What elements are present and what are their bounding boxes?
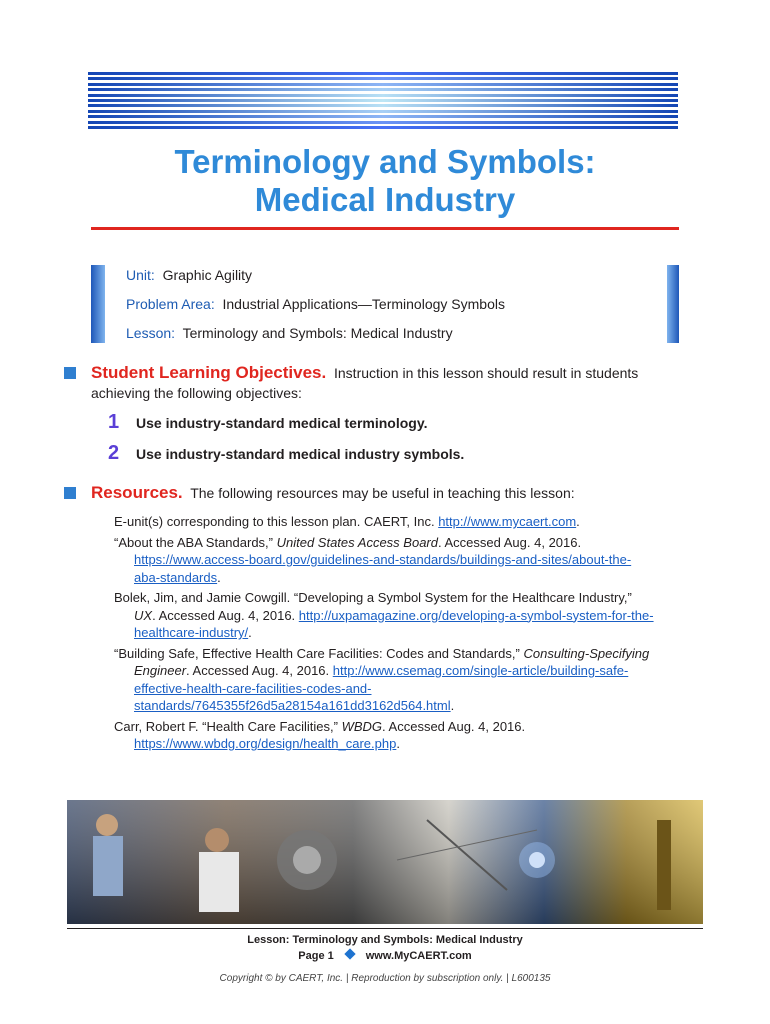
objective-number: 1 <box>108 411 120 433</box>
resource-item <box>114 513 654 531</box>
lesson-row <box>126 324 453 342</box>
header-stripe <box>88 110 678 113</box>
resource-punct: . <box>576 514 580 529</box>
footer-page-row <box>0 950 770 962</box>
header-stripe <box>88 115 678 118</box>
resource-item <box>114 645 654 715</box>
resource-list <box>114 513 654 756</box>
resource-link[interactable]: http://uxpamagazine.org/developing-a-symbol-system-for-the-healthcare-industry/ <box>134 607 654 640</box>
header-stripe <box>88 121 678 124</box>
objectives-intro: Instruction in this lesson should result in students <box>334 365 639 381</box>
problem-area-label: Problem Area: <box>126 296 215 312</box>
resource-link[interactable]: https://www.access-board.gov/guidelines-and-standards/buildings-and-sites/about-the-aba-standards <box>134 552 632 585</box>
resource-link[interactable]: https://www.wbdg.org/design/health_care.php <box>134 736 397 751</box>
page-title <box>0 143 770 219</box>
objectives-intro-2: achieving the following objectives: <box>91 385 302 401</box>
header-stripe <box>88 99 678 102</box>
resource-publication: WBDG <box>341 718 383 734</box>
objective-number: 2 <box>108 442 120 464</box>
header-stripe <box>88 72 678 75</box>
resource-link[interactable]: http://www.mycaert.com <box>438 514 577 529</box>
footer-divider <box>67 928 703 929</box>
resources-intro: The following resources may be useful in teaching this lesson: <box>190 485 575 501</box>
objective-text: Use industry-standard medical terminology. <box>136 415 428 431</box>
resource-item <box>114 534 654 587</box>
objectives-heading: Student Learning Objectives. <box>91 363 327 382</box>
header-stripe <box>88 83 678 86</box>
objectives-heading-row <box>91 363 638 383</box>
header-stripe <box>88 88 678 91</box>
resource-publication: UX <box>134 607 153 623</box>
resources-bullet-icon <box>64 487 76 499</box>
objective-item <box>108 442 464 465</box>
resource-accessed: . Accessed Aug. 4, 2016. <box>152 607 299 623</box>
resources-heading-row <box>91 483 575 503</box>
resource-citation: “Building Safe, Effective Health Care Facilities: Codes and Standards,” <box>114 645 524 661</box>
resource-punct: . <box>450 698 455 713</box>
title-line-1: Terminology and Symbols: <box>174 143 596 180</box>
lesson-label: Lesson: <box>126 325 176 341</box>
resource-citation: “About the ABA Standards,” <box>114 534 277 550</box>
resource-citation: Bolek, Jim, and Jamie Cowgill. “Developing a Symbol System for the Healthcare Industry,” <box>114 590 632 605</box>
resource-accessed: . Accessed Aug. 4, 2016. <box>438 534 582 550</box>
unit-label: Unit: <box>126 267 155 283</box>
footer-copyright: Copyright © by CAERT, Inc. | Reproduction by subscription only. | L600135 <box>219 973 551 984</box>
problem-area-row <box>126 295 505 313</box>
footer-lesson: Lesson: Terminology and Symbols: Medical Industry <box>247 934 523 946</box>
header-stripe <box>88 126 678 129</box>
resource-accessed: . Accessed Aug. 4, 2016. <box>186 663 333 678</box>
header-stripe <box>88 94 678 97</box>
resource-accessed: . Accessed Aug. 4, 2016. <box>382 718 526 734</box>
problem-area-value: Industrial Applications—Terminology Symbols <box>222 296 505 312</box>
diamond-icon <box>344 948 355 959</box>
meta-bar-right <box>667 265 679 343</box>
meta-bar-left <box>91 265 105 343</box>
title-divider <box>91 227 679 230</box>
resource-item <box>114 718 654 753</box>
resource-citation: E-unit(s) corresponding to this lesson plan. CAERT, Inc. <box>114 514 439 529</box>
title-line-2: Medical Industry <box>254 181 516 218</box>
resources-heading: Resources. <box>91 483 183 502</box>
header-stripe <box>88 77 678 80</box>
photo-collage-image <box>67 800 703 924</box>
unit-row <box>126 266 252 284</box>
resource-punct: . <box>396 736 400 751</box>
objectives-bullet-icon <box>64 367 76 379</box>
unit-value: Graphic Agility <box>162 267 253 283</box>
header-stripe <box>88 104 678 107</box>
resource-publication: United States Access Board <box>276 534 438 550</box>
footer-site: www.MyCAERT.com <box>365 950 472 962</box>
objective-item <box>108 411 427 434</box>
resource-punct: . <box>248 625 252 640</box>
resource-citation: Carr, Robert F. “Health Care Facilities,” <box>114 718 342 734</box>
resource-link[interactable]: http://www.csemag.com/single-article/building-safe-effective-health-care-facilities-codes-and-standards/7645355f26d5a28154a161dd3162d564.html <box>134 663 629 713</box>
resource-punct: . <box>217 569 221 585</box>
lesson-value: Terminology and Symbols: Medical Industry <box>182 325 453 341</box>
resource-item <box>114 589 654 642</box>
header-stripes <box>88 72 678 132</box>
footer-page: Page 1 <box>298 950 334 962</box>
resource-publication: Consulting-Specifying Engineer <box>134 645 650 678</box>
objective-text: Use industry-standard medical industry symbols. <box>136 446 465 462</box>
